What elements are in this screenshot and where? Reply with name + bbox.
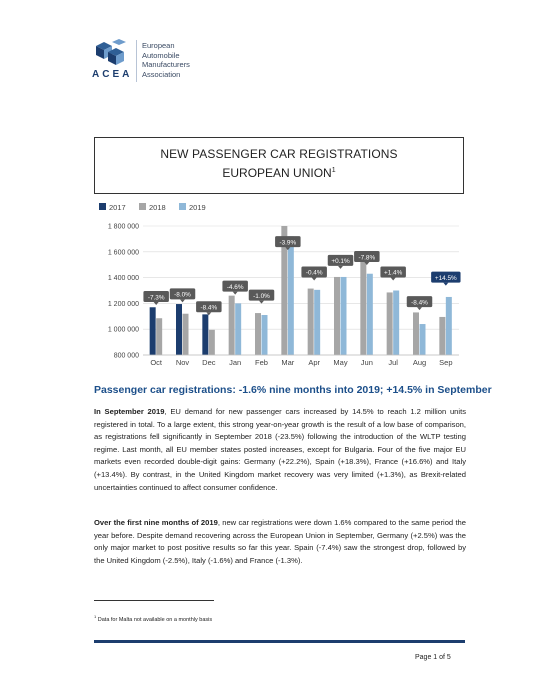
title-line-2 bbox=[95, 166, 463, 180]
y-tick-label: 1 200 000 bbox=[107, 300, 139, 308]
footnote bbox=[94, 614, 212, 623]
bar-2018 bbox=[308, 289, 314, 355]
change-label: +14.5% bbox=[434, 274, 457, 282]
bar-2019 bbox=[288, 236, 294, 355]
change-label: -4.6% bbox=[226, 283, 244, 291]
bar-2018 bbox=[156, 318, 162, 355]
bar-2019 bbox=[393, 291, 399, 356]
logo-text bbox=[142, 41, 190, 79]
legend-label: 2019 bbox=[189, 203, 206, 212]
bar-2019 bbox=[367, 274, 373, 355]
change-label-pointer bbox=[233, 292, 238, 295]
y-tick-label: 1 400 000 bbox=[107, 275, 139, 283]
x-tick-label: Oct bbox=[150, 358, 163, 367]
legend-label: 2017 bbox=[109, 203, 126, 212]
paragraph-nine-months bbox=[94, 517, 466, 567]
bar-2018 bbox=[439, 317, 445, 355]
x-tick-label: Feb bbox=[255, 358, 268, 367]
bar-2019 bbox=[235, 303, 241, 355]
change-label: -8.4% bbox=[411, 299, 428, 307]
logo-line: Manufacturers bbox=[142, 60, 190, 69]
paragraph-body: , EU demand for new passenger cars increased by 14.5% to reach 1.2 million units registered in total. To a large extent, this strong year-on-year growth is the result of a low base of comparison, as registrations fell significantly in September 2018 (-23.5%) following the introduction of the WLTP testing regime. Last month, all EU member states posted increases, except for Bulgaria. Four of the five major EU markets even recorded double-digit gains: Germany (+22.2%), Spain (+18.3%), France (+16.6%) and Italy (+13.4%). By contrast, in the United Kingdom market recovery was very limited (+1.3%), as Brexit-related uncertainties continued to affect consumer confidence. bbox=[94, 407, 466, 492]
change-label: -7.3% bbox=[147, 294, 165, 302]
paragraph-body: , new car registrations were down 1.6% compared to the same period the year before. Despite demand recovering across the European Union in September, Germany (+2.5%) was the only major market to post positive results so far this year. Spain (-7.4%) saw the strongest drop, followed by the United Kingdom (-2.5%), Italy (-1.6%) and France (-1.3%). bbox=[94, 518, 466, 565]
title-box bbox=[94, 137, 464, 194]
legend-swatch bbox=[139, 203, 146, 210]
bar-2018 bbox=[387, 292, 393, 355]
bar-2019 bbox=[341, 277, 347, 355]
logo-line: Association bbox=[142, 69, 181, 79]
footnote-marker: 1 bbox=[94, 614, 97, 619]
bar-2018 bbox=[413, 312, 419, 355]
change-label: +0.1% bbox=[331, 258, 350, 266]
footnote-rule bbox=[94, 600, 214, 601]
paragraph-september bbox=[94, 406, 466, 494]
change-label-pointer bbox=[338, 266, 343, 269]
footnote-text: Data for Malta not available on a monthly basis bbox=[96, 616, 213, 623]
bar-2019 bbox=[314, 290, 320, 355]
legend-label: 2018 bbox=[149, 203, 166, 212]
change-label: -1.0% bbox=[253, 292, 270, 300]
change-label-pointer bbox=[417, 307, 422, 310]
bar-2019 bbox=[262, 315, 268, 355]
page-number: Page 1 of 5 bbox=[415, 654, 451, 661]
bar-2019 bbox=[420, 324, 426, 355]
title-line-1: NEW PASSENGER CAR REGISTRATIONS bbox=[160, 147, 398, 161]
change-label-pointer bbox=[180, 299, 185, 302]
registrations-bar-chart bbox=[95, 200, 465, 370]
x-tick-label: Aug bbox=[412, 358, 427, 367]
change-label: -8.4% bbox=[200, 304, 218, 312]
bar-2017 bbox=[150, 307, 156, 355]
bar-2018 bbox=[183, 314, 189, 355]
x-tick-label: Nov bbox=[175, 358, 190, 367]
paragraph-lead: In September 2019 bbox=[94, 407, 165, 416]
change-label-pointer bbox=[391, 277, 396, 280]
change-label: -8.0% bbox=[174, 291, 191, 299]
change-label: -3.9% bbox=[279, 239, 297, 247]
y-tick-label: 1 800 000 bbox=[107, 223, 139, 231]
title-line-2-text: EUROPEAN UNION bbox=[222, 166, 332, 180]
logo-line: Automobile bbox=[142, 50, 180, 60]
x-tick-label: Apr bbox=[308, 358, 321, 367]
x-tick-label: Dec bbox=[202, 358, 216, 367]
logo-acronym: ACEA bbox=[92, 69, 133, 80]
y-tick-label: 1 000 000 bbox=[107, 326, 139, 334]
x-tick-label: Jul bbox=[388, 358, 398, 367]
x-tick-label: Mar bbox=[281, 358, 295, 367]
y-tick-label: 800 000 bbox=[113, 352, 139, 360]
x-tick-label: Jun bbox=[360, 358, 373, 367]
bar-2017 bbox=[202, 314, 208, 355]
x-tick-label: Jan bbox=[229, 358, 242, 367]
acea-logo bbox=[92, 38, 222, 84]
bar-2019 bbox=[446, 297, 452, 355]
x-tick-label: May bbox=[333, 358, 348, 367]
change-label-pointer bbox=[443, 283, 448, 286]
change-label: -7.8% bbox=[358, 254, 376, 262]
bar-2018 bbox=[334, 277, 340, 355]
logo-line: European bbox=[142, 41, 175, 50]
legend-swatch bbox=[99, 203, 106, 210]
change-label: +1.4% bbox=[384, 269, 403, 277]
bar-2018 bbox=[255, 313, 261, 355]
acea-cube-icon bbox=[92, 38, 128, 68]
title-footnote-marker: 1 bbox=[331, 167, 336, 174]
paragraph-lead: Over the first nine months of 2019 bbox=[94, 518, 218, 527]
x-tick-label: Sep bbox=[439, 358, 453, 367]
bar-2017 bbox=[176, 304, 182, 355]
bar-2018 bbox=[229, 296, 235, 355]
footer-rule bbox=[94, 640, 465, 643]
y-tick-label: 1 600 000 bbox=[107, 249, 139, 257]
logo-divider bbox=[136, 40, 137, 82]
bar-2018 bbox=[360, 259, 366, 355]
change-label-pointer bbox=[312, 277, 317, 280]
change-label: -0.4% bbox=[305, 269, 323, 277]
legend-swatch bbox=[179, 203, 186, 210]
bar-2018 bbox=[209, 330, 215, 355]
section-heading: Passenger car registrations: -1.6% nine months into 2019; +14.5% in September bbox=[94, 384, 492, 396]
